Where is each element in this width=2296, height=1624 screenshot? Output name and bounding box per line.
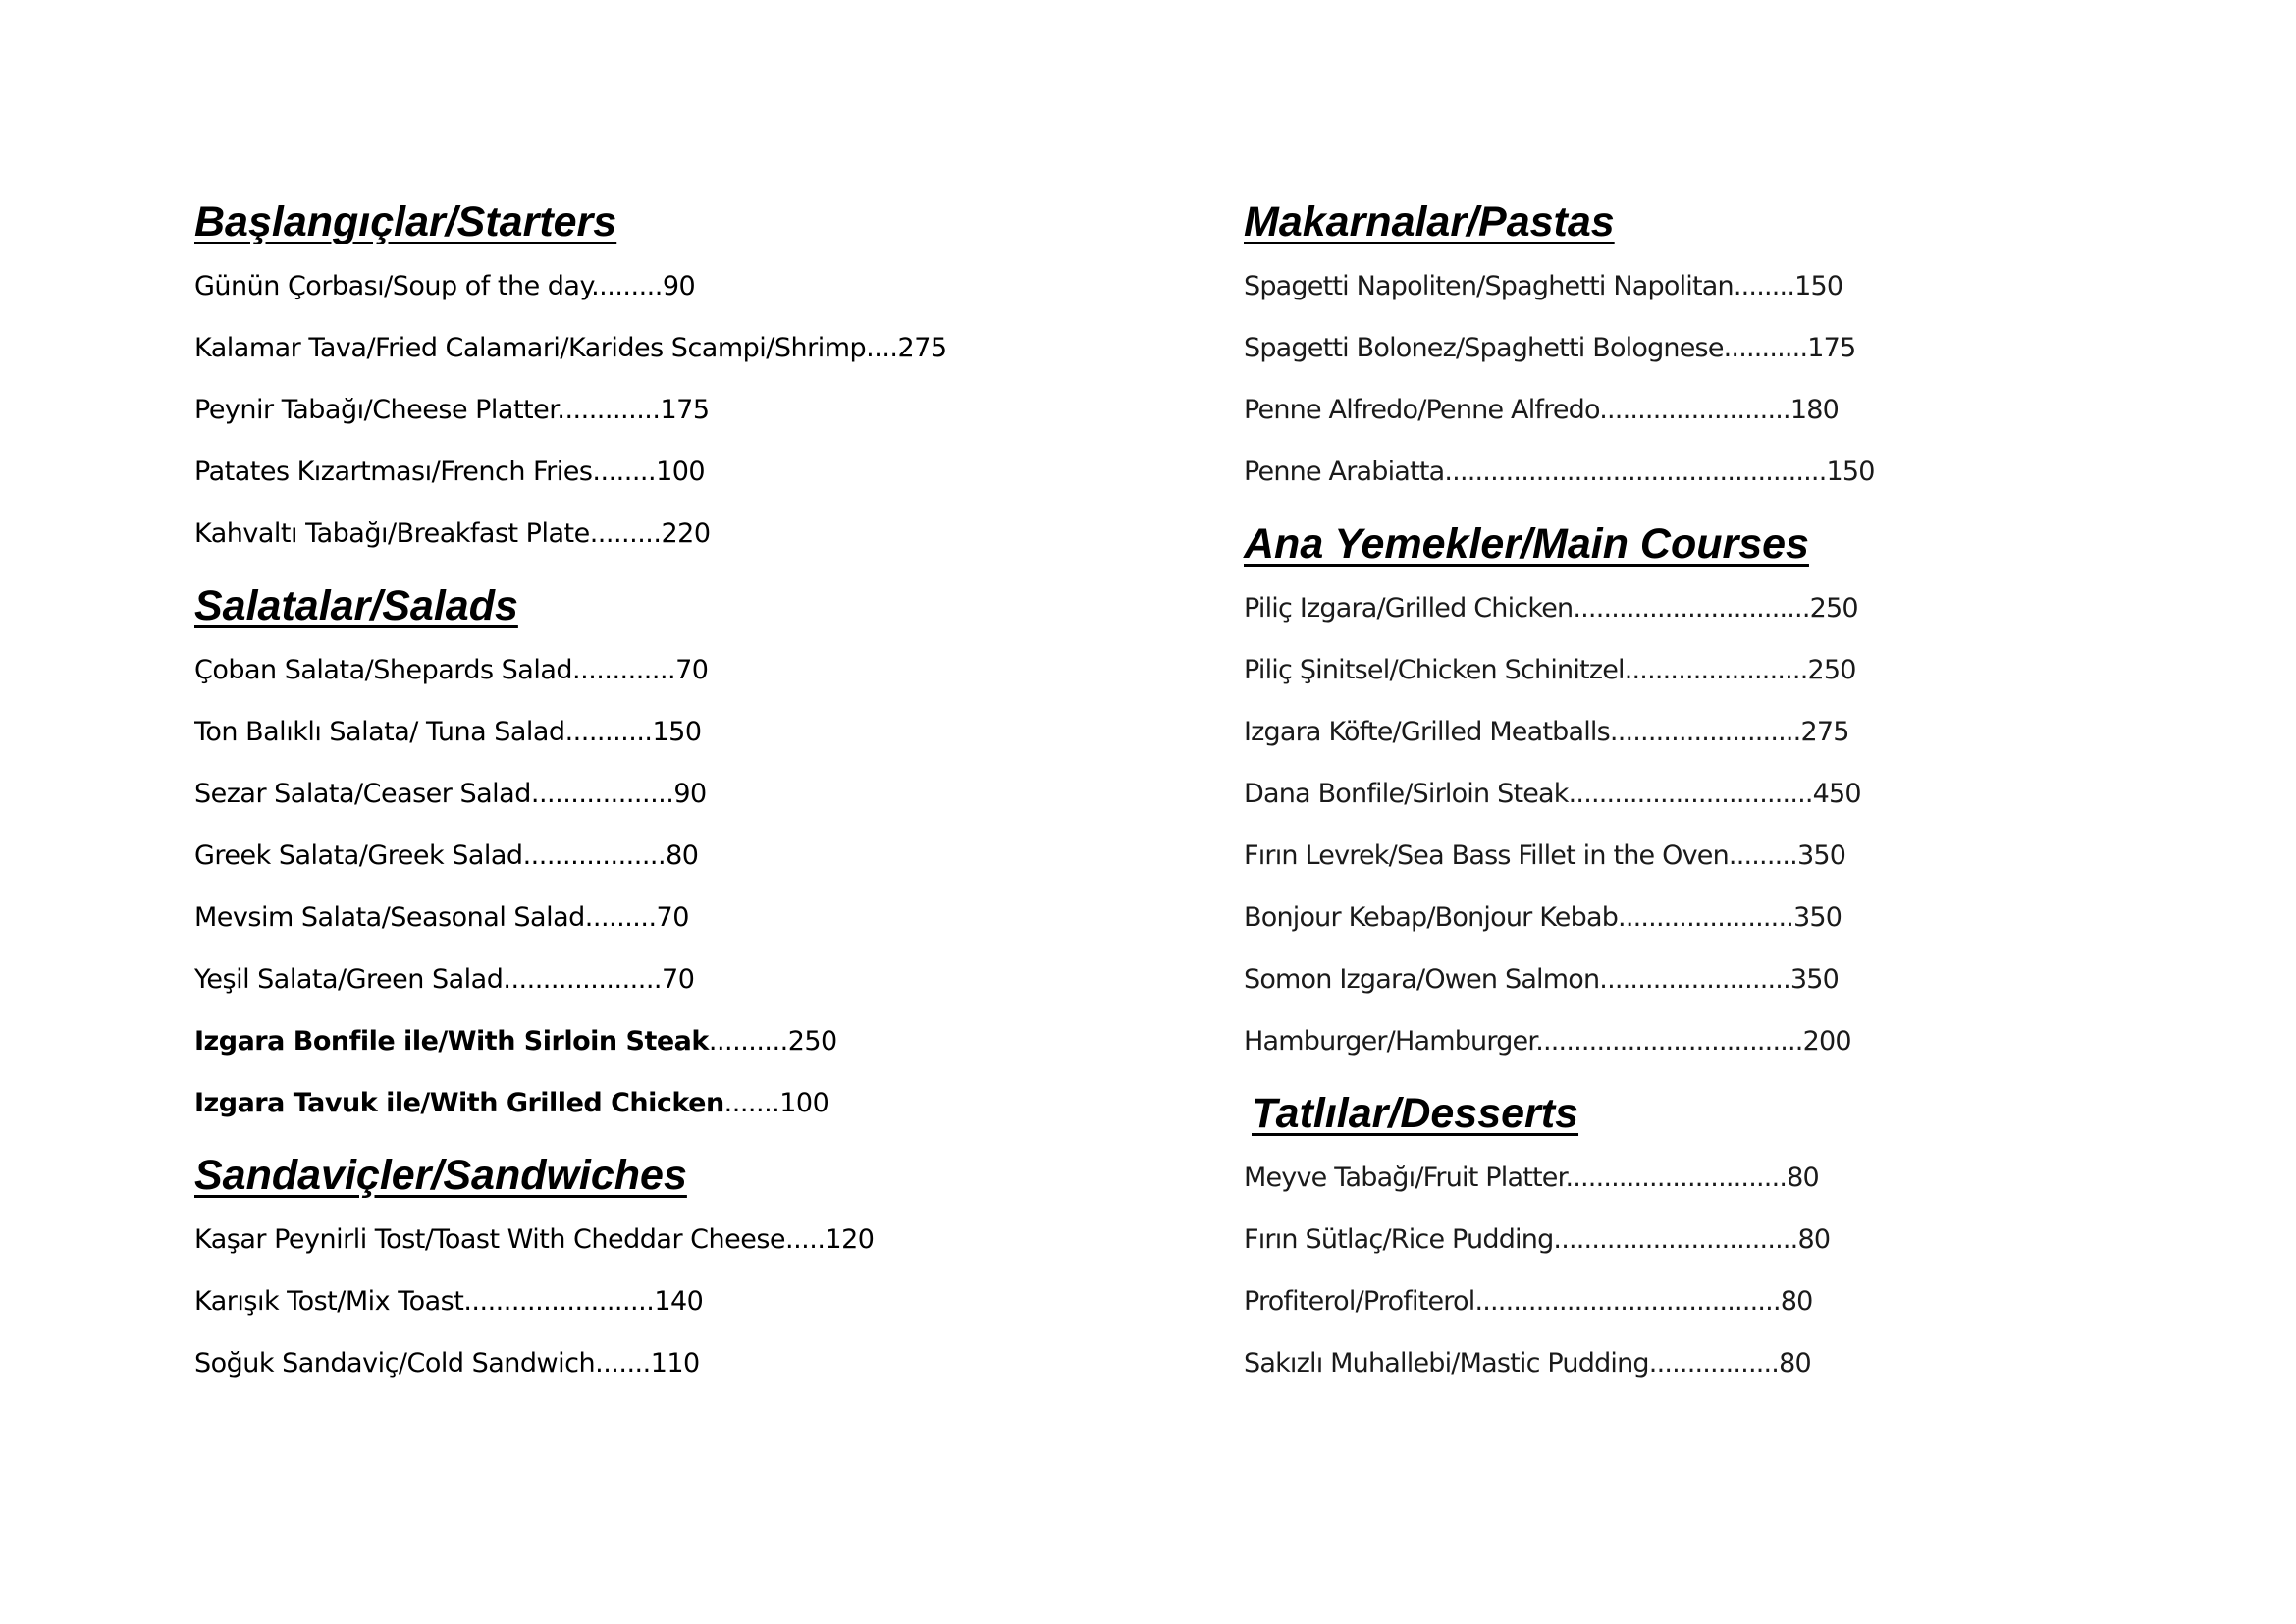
menu-column-right (1244, 192, 2225, 1406)
item-dots: .................................................. (1444, 457, 1827, 487)
menu-item (1244, 391, 2225, 453)
item-price: 150 (1826, 457, 1875, 487)
section-title-sandwiches: Sandaviçler/Sandwiches (194, 1152, 687, 1199)
section-title-salads: Salatalar/Salads (194, 582, 518, 629)
item-name: Fırın Levrek/Sea Bass Fillet in the Oven (1244, 840, 1729, 871)
item-price: 80 (1797, 1224, 1831, 1255)
menu-item (1244, 1022, 2225, 1084)
item-dots: ......... (1728, 840, 1797, 871)
menu-item (1244, 898, 2225, 960)
menu-item (194, 898, 1176, 960)
item-price: 150 (652, 717, 702, 747)
item-price: 80 (1779, 1348, 1811, 1379)
item-name: Izgara Köfte/Grilled Meatballs (1244, 717, 1610, 747)
item-price: 275 (1800, 717, 1849, 747)
item-name: Soğuk Sandaviç/Cold Sandwich (194, 1348, 596, 1379)
item-price: 90 (673, 779, 707, 809)
item-name: Dana Bonfile/Sirloin Steak (1244, 779, 1569, 809)
item-dots: ......... (589, 518, 662, 549)
item-price: 250 (1807, 655, 1856, 685)
item-price: 120 (825, 1224, 875, 1255)
item-name: Piliç Izgara/Grilled Chicken (1244, 593, 1574, 623)
item-dots: ............................... (1573, 593, 1810, 623)
menu-item (194, 775, 1176, 837)
item-price: 100 (656, 457, 706, 487)
item-name: Spagetti Napoliten/Spaghetti Napolitan (1244, 271, 1734, 301)
item-price: 70 (675, 655, 709, 685)
item-dots: ........ (1733, 271, 1795, 301)
item-dots: ....... (595, 1348, 651, 1379)
item-price: 70 (656, 902, 689, 933)
item-price: 275 (897, 333, 947, 363)
item-price: 90 (662, 271, 696, 301)
menu-item (1244, 267, 2225, 329)
section-title-desserts: Tatlılar/Desserts (1252, 1090, 1579, 1137)
item-dots: ....................... (1618, 902, 1794, 933)
menu-item (194, 837, 1176, 898)
item-dots: ........... (1723, 333, 1808, 363)
item-price: 350 (1789, 964, 1840, 995)
menu-item (1244, 589, 2225, 651)
item-price: 80 (1787, 1163, 1819, 1193)
item-price: 350 (1793, 902, 1842, 933)
menu-item (194, 1022, 1176, 1084)
item-dots: ..... (785, 1224, 826, 1255)
section-salads (194, 576, 1176, 1146)
item-dots: ................................... (1535, 1026, 1803, 1056)
menu-item (1244, 1159, 2225, 1220)
item-dots: ......................... (1599, 964, 1790, 995)
item-price: 150 (1794, 271, 1843, 301)
item-price: 250 (787, 1026, 837, 1056)
menu-item (1244, 329, 2225, 391)
item-price: 80 (666, 840, 699, 871)
menu-item (194, 1084, 1176, 1146)
section-main-courses (1244, 514, 2225, 1084)
item-dots: ........................ (1624, 655, 1808, 685)
section-title-starters: Başlangıçlar/Starters (194, 198, 617, 245)
item-name: Izgara Tavuk ile/With Grilled Chicken (194, 1088, 724, 1118)
section-desserts (1244, 1084, 2225, 1406)
item-name: Piliç Şinitsel/Chicken Schinitzel (1244, 655, 1625, 685)
item-name: Karışık Tost/Mix Toast (194, 1286, 464, 1317)
menu-item (194, 1282, 1176, 1344)
section-pastas (1244, 192, 2225, 514)
item-dots: ........ (592, 457, 657, 487)
item-name: Günün Çorbası/Soup of the day (194, 271, 592, 301)
item-dots: ........................................ (1474, 1286, 1781, 1317)
item-name: Patates Kızartması/French Fries (194, 457, 593, 487)
item-name: Fırın Sütlaç/Rice Pudding (1244, 1224, 1554, 1255)
menu-item (1244, 1282, 2225, 1344)
item-name: Sezar Salata/Ceaser Salad (194, 779, 531, 809)
item-dots: ......... (591, 271, 663, 301)
item-price: 250 (1809, 593, 1858, 623)
menu-item (194, 391, 1176, 453)
section-title-main-courses: Ana Yemekler/Main Courses (1244, 520, 1809, 568)
item-dots: ........................ (463, 1286, 655, 1317)
item-price: 450 (1812, 779, 1861, 809)
item-price: 80 (1780, 1286, 1813, 1317)
item-price: 70 (662, 964, 695, 995)
item-dots: ......... (584, 902, 657, 933)
item-name: Izgara Bonfile ile/With Sirloin Steak (194, 1026, 709, 1056)
menu-item (1244, 837, 2225, 898)
menu-item (1244, 775, 2225, 837)
menu-item (194, 514, 1176, 576)
item-name: Bonjour Kebap/Bonjour Kebab (1244, 902, 1619, 933)
menu-item (194, 1220, 1176, 1282)
item-dots: ........... (564, 717, 653, 747)
menu-item (194, 960, 1176, 1022)
item-name: Kaşar Peynirli Tost/Toast With Cheddar Cheese (194, 1224, 785, 1255)
item-dots: .................. (522, 840, 667, 871)
item-dots: .................. (530, 779, 674, 809)
item-dots: ................. (1648, 1348, 1780, 1379)
menu-column-left (194, 192, 1176, 1406)
item-price: 180 (1789, 395, 1839, 425)
item-price: 140 (654, 1286, 704, 1317)
item-dots: ............. (557, 395, 661, 425)
section-sandwiches (194, 1146, 1176, 1406)
item-name: Profiterol/Profiterol (1244, 1286, 1475, 1317)
item-price: 175 (660, 395, 710, 425)
item-dots: ................................ (1568, 779, 1813, 809)
menu-item (1244, 960, 2225, 1022)
item-name: Çoban Salata/Shepards Salad (194, 655, 573, 685)
menu-item (1244, 1220, 2225, 1282)
item-name: Meyve Tabağı/Fruit Platter (1244, 1163, 1566, 1193)
menu-item (194, 453, 1176, 514)
item-name: Kahvaltı Tabağı/Breakfast Plate (194, 518, 590, 549)
section-title-pastas: Makarnalar/Pastas (1244, 198, 1615, 245)
section-starters (194, 192, 1176, 576)
item-dots: .... (866, 333, 898, 363)
menu-item (194, 267, 1176, 329)
item-dots: ......................... (1609, 717, 1801, 747)
item-dots: ............................. (1565, 1163, 1788, 1193)
item-dots: ................................ (1553, 1224, 1798, 1255)
item-name: Somon Izgara/Owen Salmon (1244, 964, 1600, 995)
item-dots: ............. (572, 655, 676, 685)
menu-item (1244, 1344, 2225, 1406)
menu-item (1244, 713, 2225, 775)
item-price: 350 (1796, 840, 1846, 871)
item-price: 200 (1802, 1026, 1851, 1056)
item-name: Hamburger/Hamburger (1244, 1026, 1536, 1056)
item-name: Kalamar Tava/Fried Calamari/Karides Scampi/Shrimp (194, 333, 867, 363)
item-name: Yeşil Salata/Green Salad (194, 964, 504, 995)
item-dots: ......................... (1599, 395, 1790, 425)
menu-item (194, 651, 1176, 713)
item-name: Spagetti Bolonez/Spaghetti Bolognese (1244, 333, 1724, 363)
menu-item (194, 1344, 1176, 1406)
item-name: Sakızlı Muhallebi/Mastic Pudding (1244, 1348, 1649, 1379)
item-price: 175 (1807, 333, 1856, 363)
item-name: Penne Arabiatta (1244, 457, 1445, 487)
menu-item (1244, 453, 2225, 514)
item-price: 100 (779, 1088, 829, 1118)
item-dots: .......... (708, 1026, 788, 1056)
menu-item (1244, 651, 2225, 713)
menu-item (194, 329, 1176, 391)
item-name: Greek Salata/Greek Salad (194, 840, 523, 871)
menu-item (194, 713, 1176, 775)
item-dots: .................... (503, 964, 663, 995)
item-name: Penne Alfredo/Penne Alfredo (1244, 395, 1600, 425)
item-name: Mevsim Salata/Seasonal Salad (194, 902, 585, 933)
item-name: Peynir Tabağı/Cheese Platter (194, 395, 558, 425)
item-price: 220 (661, 518, 711, 549)
item-dots: ....... (723, 1088, 780, 1118)
item-name: Ton Balıklı Salata/ Tuna Salad (194, 717, 565, 747)
item-price: 110 (650, 1348, 700, 1379)
